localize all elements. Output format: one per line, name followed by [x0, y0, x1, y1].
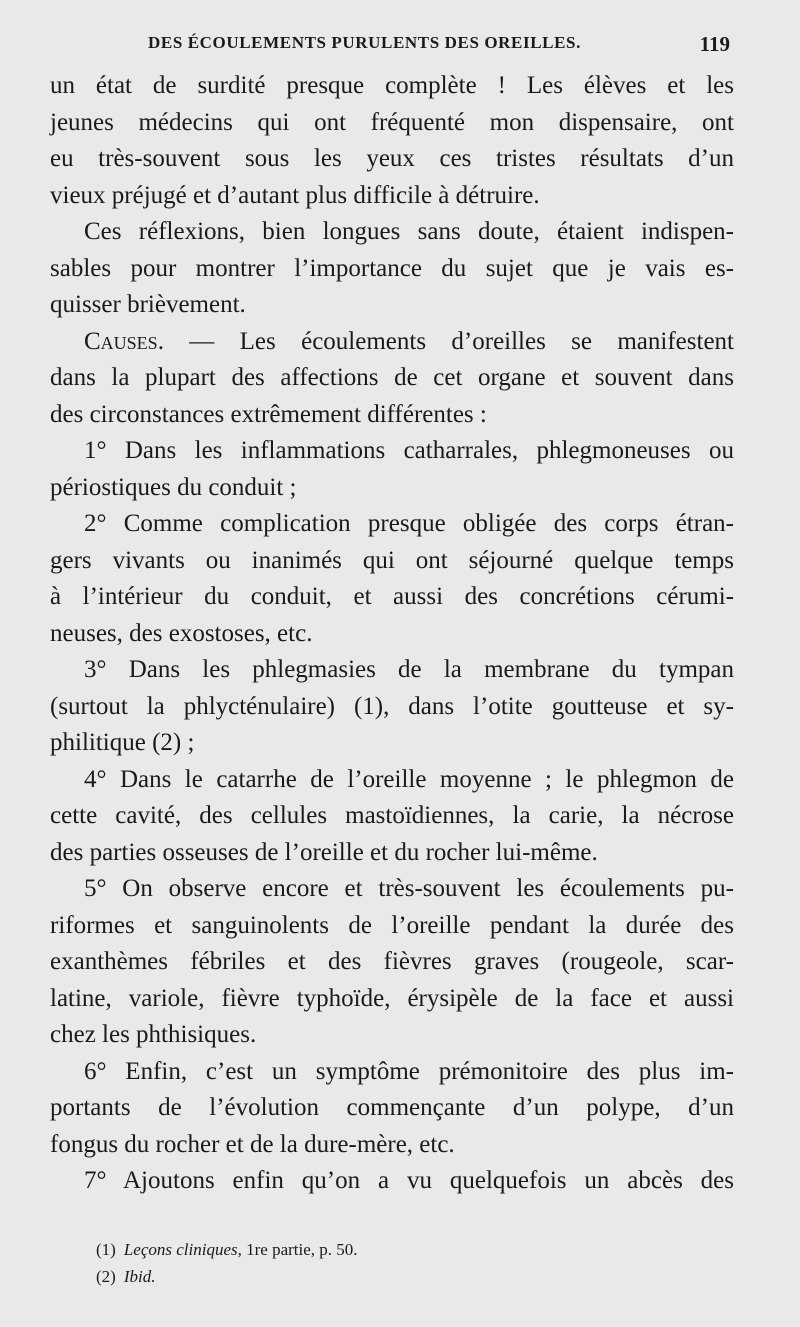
footnotes [96, 1236, 696, 1290]
running-head: DES ÉCOULEMENTS PURULENTS DES OREILLES. [148, 33, 581, 52]
footnote-ref: (2) [96, 1267, 116, 1286]
text-line [50, 871, 734, 908]
text-line [50, 908, 734, 945]
line-text: des parties osseuses de l’oreille et du rocher lui-même. [50, 838, 598, 866]
text-line [50, 835, 734, 872]
footnote-title: Ibid. [123, 1267, 156, 1286]
text-line [50, 652, 734, 689]
line-text: des circonstances extrêmement différentes : [50, 400, 487, 428]
text-line [50, 506, 734, 543]
text-line [50, 1163, 734, 1200]
footnote-ref: (1) [96, 1240, 116, 1259]
line-text: exanthèmes fébriles et des fièvres graves (rougeole, scar- [50, 948, 734, 975]
line-text: portants de l’évolution commençante d’un polype, d’un [50, 1094, 734, 1121]
text-line [50, 798, 734, 835]
line-text: quisser brièvement. [50, 291, 246, 318]
line-text: dans la plupart des affections de cet organe et souvent dans [50, 364, 734, 391]
line-text: jeunes médecins qui ont fréquenté mon dispensaire, ont [50, 108, 734, 136]
text-line [50, 360, 734, 397]
line-text: philitique (2) ; [50, 729, 195, 756]
text-line [50, 616, 734, 653]
text-line [50, 981, 734, 1018]
line-text: à l’intérieur du conduit, et aussi des concrétions cérumi- [50, 583, 734, 610]
page-number: 119 [699, 32, 730, 56]
line-text: Ces réflexions, bien longues sans doute, étaient indispen- [84, 218, 734, 245]
line-text: sables pour montrer l’importance du sujet que je vais es- [50, 254, 734, 282]
text-line [50, 178, 734, 215]
text-line [50, 251, 734, 288]
line-text: chez les phthisiques. [50, 1021, 257, 1048]
footnote-text: 1re partie, p. 50. [241, 1240, 358, 1259]
line-text: riformes et sanguinolents de l’oreille pendant la durée des [50, 911, 734, 939]
text-line [50, 543, 734, 580]
text-line [50, 287, 734, 324]
text-line [50, 944, 734, 981]
line-text: vieux préjugé et d’autant plus difficile à détruire. [50, 181, 540, 209]
footnote [96, 1236, 696, 1263]
line-text: cette cavité, des cellules mastoïdiennes, la carie, la nécrose [50, 802, 734, 829]
text-line [50, 1127, 734, 1164]
text-line [50, 1017, 734, 1054]
line-text: gers vivants ou inanimés qui ont séjourné quelque temps [50, 546, 734, 574]
text-line [50, 470, 734, 507]
line-text: neuses, des exostoses, etc. [50, 619, 313, 647]
line-text: latine, variole, fièvre typhoïde, érysipèle de la face et aussi [50, 984, 734, 1012]
section-heading: Causes. [84, 327, 164, 355]
body-text [50, 68, 734, 1200]
line-text: (surtout la phlycténulaire) (1), dans l’otite goutteuse et sy- [50, 692, 734, 720]
line-text: 1° Dans les inflammations catharrales, phlegmoneuses ou [84, 437, 734, 464]
line-text: eu très-souvent sous les yeux ces tristes résultats d’un [50, 145, 734, 172]
line-text: 5° On observe encore et très-souvent les écoulements pu- [84, 875, 734, 902]
line-text: 4° Dans le catarrhe de l’oreille moyenne ; le phlegmon de [84, 765, 734, 793]
text-line [50, 579, 734, 616]
text-line [50, 397, 734, 434]
text-line [50, 725, 734, 762]
text-line [50, 105, 734, 142]
line-text: fongus du rocher et de la dure-mère, etc. [50, 1130, 455, 1158]
line-text: 2° Comme complication presque obligée des corps étran- [84, 510, 734, 537]
text-line [50, 1090, 734, 1127]
line-text: — Les écoulements d’oreilles se manifestent [163, 327, 734, 355]
footnote [96, 1263, 696, 1290]
line-text: 7° Ajoutons enfin qu’on a vu quelquefois un abcès des [84, 1167, 734, 1194]
footnote-title: Leçons cliniques, [123, 1240, 242, 1259]
text-line [50, 762, 734, 799]
text-line [50, 324, 734, 361]
text-line [50, 689, 734, 726]
text-line [50, 1054, 734, 1091]
text-line [50, 141, 734, 178]
text-line [50, 433, 734, 470]
line-text: 6° Enfin, c’est un symptôme prémonitoire des plus im- [84, 1057, 734, 1085]
line-text: un état de surdité presque complète ! Les élèves et les [50, 72, 734, 99]
line-text: périostiques du conduit ; [50, 473, 297, 501]
page-header [50, 33, 730, 63]
line-text: 3° Dans les phlegmasies de la membrane du tympan [84, 656, 734, 683]
text-line [50, 68, 734, 105]
text-line [50, 214, 734, 251]
